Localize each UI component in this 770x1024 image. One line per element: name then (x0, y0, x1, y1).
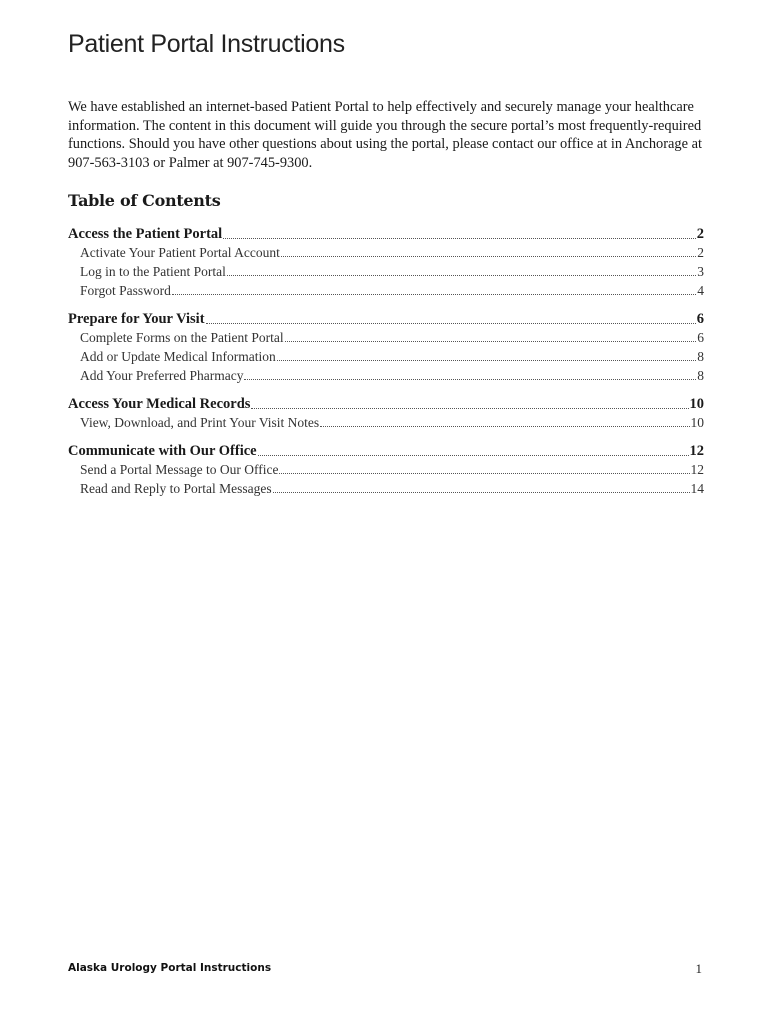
toc-dot-leader (258, 455, 689, 456)
toc-subsection-link[interactable] (68, 264, 704, 280)
toc-entry-label: Send a Portal Message to Our Office (80, 462, 279, 477)
toc-subsection-link[interactable] (68, 462, 704, 478)
toc-subsection-link[interactable] (68, 481, 704, 497)
page-title: Patient Portal Instructions (68, 30, 345, 58)
toc-entry-label: Add Your Preferred Pharmacy (80, 368, 244, 383)
toc-section-link[interactable] (68, 396, 704, 413)
toc-dot-leader (227, 275, 696, 276)
toc-section-link[interactable] (68, 311, 704, 328)
toc-dot-leader (206, 323, 696, 324)
toc-section-link[interactable] (68, 443, 704, 460)
toc-entry-label: Complete Forms on the Patient Portal (80, 330, 284, 345)
toc-dot-leader (273, 492, 690, 493)
toc-entry-label: Add or Update Medical Information (80, 349, 276, 364)
toc-entry-page-number: 4 (697, 283, 704, 298)
toc-subsection-link[interactable] (68, 283, 704, 299)
toc-dot-leader (244, 379, 696, 380)
toc-entry-label: Access Your Medical Records (68, 396, 251, 412)
toc-entry-label: Log in to the Patient Portal (80, 264, 226, 279)
toc-dot-leader (277, 360, 697, 361)
toc-dot-leader (251, 408, 688, 409)
toc-entry-label: Communicate with Our Office (68, 443, 257, 459)
toc-entry-page-number: 12 (690, 462, 704, 477)
toc-heading: Table of Contents (68, 191, 221, 210)
toc-entry-label: Activate Your Patient Portal Account (80, 245, 280, 260)
toc-dot-leader (285, 341, 697, 342)
toc-entry-page-number: 12 (689, 443, 704, 459)
toc-entry-label: Forgot Password (80, 283, 171, 298)
toc-entry-label: View, Download, and Print Your Visit Notes (80, 415, 320, 430)
toc-dot-leader (281, 256, 696, 257)
toc-entry-label: Read and Reply to Portal Messages (80, 481, 272, 496)
toc-entry-page-number: 2 (697, 245, 704, 260)
toc-entry-page-number: 10 (689, 396, 704, 412)
toc-entry-page-number: 3 (697, 264, 704, 279)
toc-entry-label: Prepare for Your Visit (68, 311, 205, 327)
toc-entry-page-number: 8 (697, 349, 704, 364)
toc-section-link[interactable] (68, 226, 704, 243)
toc-subsection-link[interactable] (68, 368, 704, 384)
toc-subsection-link[interactable] (68, 349, 704, 365)
toc-dot-leader (172, 294, 696, 295)
intro-paragraph: We have established an internet-based Patient Portal to help effectively and securely manage your healthcare information. The content in this document will guide you through the secure portal’s most frequently-required functions. Should you have other questions about using the portal, please contact our office at in Anchorage at 907-563-3103 or Palmer at 907-745-9300. (68, 99, 702, 171)
toc-dot-leader (279, 473, 689, 474)
toc-entry-page-number: 14 (690, 481, 704, 496)
toc-dot-leader (223, 238, 696, 239)
toc-entry-page-number: 6 (696, 311, 704, 327)
toc-entry-page-number: 2 (696, 226, 704, 242)
toc-entry-page-number: 6 (697, 330, 704, 345)
toc-dot-leader (320, 426, 689, 427)
toc-entry-page-number: 10 (690, 415, 704, 430)
toc-subsection-link[interactable] (68, 330, 704, 346)
toc-subsection-link[interactable] (68, 415, 704, 431)
footer-document-name: Alaska Urology Portal Instructions (68, 962, 272, 974)
toc-subsection-link[interactable] (68, 245, 704, 261)
toc-entry-label: Access the Patient Portal (68, 226, 223, 242)
footer-page-number: 1 (695, 961, 702, 976)
toc-entry-page-number: 8 (697, 368, 704, 383)
